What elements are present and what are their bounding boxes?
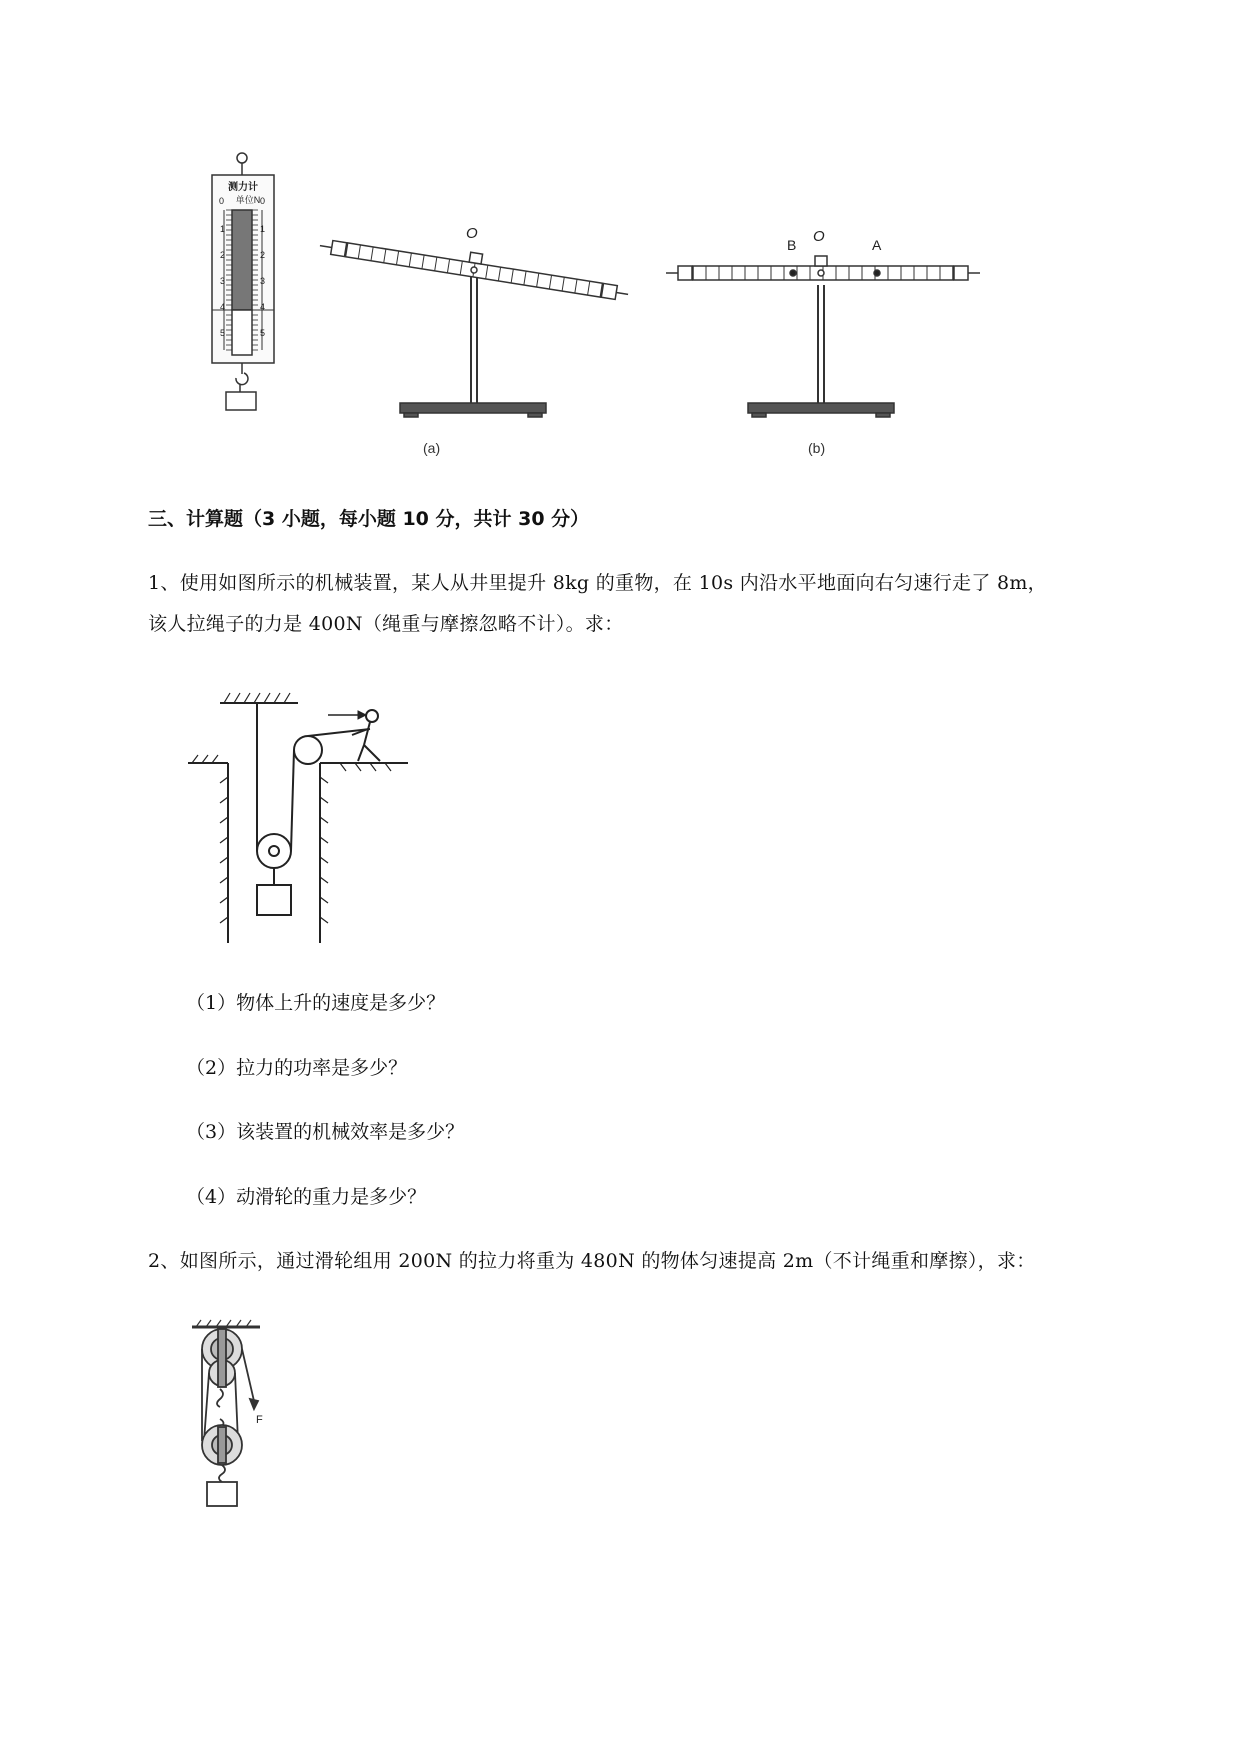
scale-zero-right: 0: [260, 196, 266, 206]
well-pulley-figure: [180, 685, 420, 950]
lever-b-point-a: A: [872, 237, 882, 253]
q2-text-line1: 2、如图所示，通过滑轮组用 200N 的拉力将重为 480N 的物体匀速提高 2m（不计绳重和摩擦），求：: [148, 1250, 1036, 1272]
scale-tick-label: 5: [220, 328, 226, 338]
lever-a: [319, 229, 631, 417]
lever-b-caption: (b): [808, 440, 826, 456]
section-title: 三、计算题（3 小题，每小题 10 分，共计 30 分）: [148, 508, 590, 530]
lever-a-caption: (a): [423, 440, 441, 456]
scale-tick-label: 5: [260, 328, 266, 338]
scale-tick-label: 1: [220, 224, 226, 234]
lever-b-pivot-label: O: [813, 228, 825, 245]
q1-sub-4: （4）动滑轮的重力是多少？: [186, 1186, 427, 1208]
q1-sub-3: （3）该装置的机械效率是多少？: [186, 1121, 465, 1143]
scale-tick-label: 4: [260, 302, 266, 312]
scale-title-1: 测力计: [228, 182, 258, 193]
scale-tick-label: 3: [220, 276, 226, 286]
force-label: F: [256, 1414, 263, 1426]
lever-b-point-b: B: [787, 237, 797, 253]
scale-title-2: 单位N: [235, 195, 261, 205]
scale-tick-label: 2: [260, 250, 266, 260]
lever-a-pivot-label: O: [466, 225, 478, 242]
scale-zero-left: 0: [219, 196, 225, 206]
lever-b: [666, 256, 980, 417]
scale-tick-label: 3: [260, 276, 266, 286]
pulley-block-figure: [180, 1315, 290, 1520]
q1-text-line1: 1、使用如图所示的机械装置，某人从井里提升 8kg 的重物，在 10s 内沿水平地面向右匀速行走了 8m，: [148, 572, 1047, 594]
q1-sub-1: （1）物体上升的速度是多少？: [186, 992, 446, 1014]
q1-text-line2: 该人拉绳子的力是 400N（绳重与摩擦忽略不计）。求：: [148, 613, 624, 635]
scale-tick-label: 1: [260, 224, 266, 234]
scale-tick-label: 4: [220, 302, 226, 312]
scale-tick-label: 2: [220, 250, 226, 260]
figure-spring-scale-and-levers: [0, 0, 1241, 470]
q1-sub-2: （2）拉力的功率是多少？: [186, 1057, 408, 1079]
